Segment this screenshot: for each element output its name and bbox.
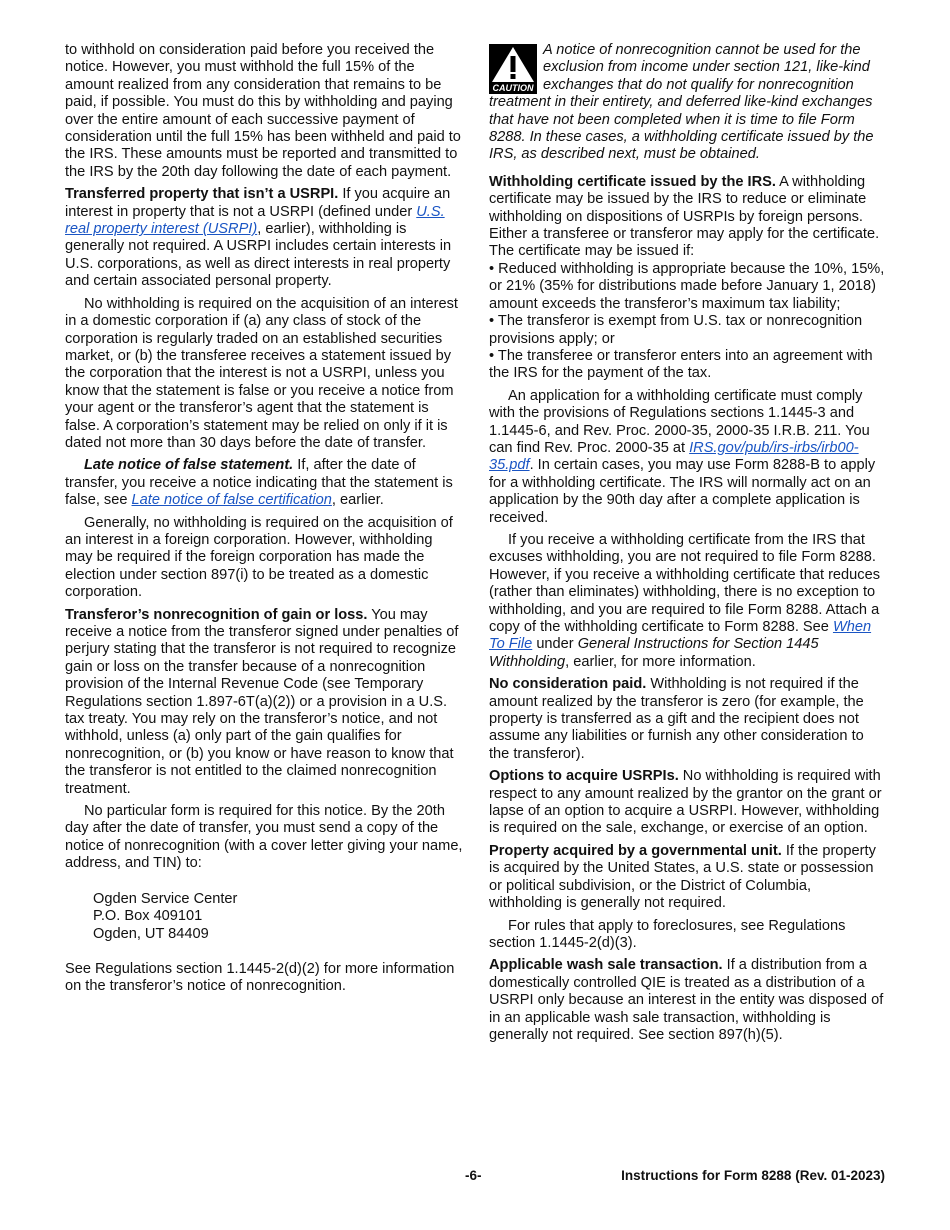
text: See Regulations section 1.1445-2(d)(2) for more information on the transferor’s notice of nonrecognition.: [65, 960, 455, 995]
caution-icon: [489, 44, 537, 94]
paragraph: [65, 961, 463, 996]
text: A withholding certificate may be issued by the IRS to reduce or eliminate withholding on dispositions of USRPIs by foreign persons. Either a transferee or transferor may apply for the certificate. The certificate may be issued if:: [489, 173, 880, 260]
paragraph: [489, 918, 887, 953]
paragraph-heading: Transferred property that isn’t a USRPI.: [65, 186, 339, 203]
text: If, after the date of transfer, you receive a notice indicating that the statement is false, see: [65, 457, 453, 509]
paragraph: [65, 515, 463, 602]
paragraph: [489, 174, 887, 261]
text: If a distribution from a domestically controlled QIE is treated as a distribution of a USRPI only because an interest in the entity was disposed of in an applicable wash sale transaction, withholding is generally not required. See section 897(h)(5).: [489, 957, 884, 1043]
text: An application for a withholding certificate must comply with the provisions of Regulations sections 1.1445-3 and 1.1445-6, and Rev. Proc. 2000-35, 2000-35 I.R.B. 211. You can find Rev. Proc. 2000-35 at: [489, 387, 870, 456]
paragraph-heading: Withholding certificate issued by the IRS.: [489, 173, 776, 190]
address-line: Ogden Service Center: [93, 890, 238, 907]
paragraph: [489, 388, 887, 527]
page-number: -6-: [465, 1168, 482, 1183]
text: For rules that apply to foreclosures, see Regulations section 1.1445-2(d)(3).: [489, 917, 846, 951]
paragraph-heading: Options to acquire USRPIs.: [489, 768, 679, 785]
cross-reference-link[interactable]: U.S. real property interest (USRPI): [65, 203, 445, 238]
text: No particular form is required for this notice. By the 20th day after the date of transfer, you must send a copy of the notice of nonrecognition (with a cover letter giving your name, address, and TIN) to:: [65, 803, 463, 872]
text: If you receive a withholding certificate from the IRS that excuses withholding, you are not required to file Form 8288. However, if you receive a withholding certificate that reduces (rather than eliminates) withholding, there is no exception to withholding, and you are required to file Form 8288. Attach a copy of the withholding certificate to Form 8288. See: [489, 531, 880, 635]
paragraph: [65, 457, 463, 509]
cross-reference-link[interactable]: When To File: [489, 619, 872, 653]
paragraph: [489, 532, 887, 671]
paragraph: [65, 42, 463, 181]
text: , earlier.: [331, 492, 384, 509]
text: Withholding is not required if the amount realized by the transferor is zero (for example, the property is transferred as a gift and the recipient does not assume any liabilities or furnish any other consideration to the transferor).: [489, 676, 864, 762]
paragraph: [65, 186, 463, 290]
svg-text:CAUTION: CAUTION: [492, 83, 534, 93]
text: , earlier, for more information.: [565, 653, 756, 670]
paragraph: [65, 803, 463, 873]
text: No withholding is required with respect to any amount realized by the grantor on the grant or lapse of an option to acquire a USRPI. However, withholding is required on the sale, exchange, or exercise of an option.: [489, 768, 882, 837]
text: • The transferor is exempt from U.S. tax or nonrecognition provisions apply; or: [489, 313, 863, 347]
paragraph-heading: Property acquired by a governmental unit.: [489, 842, 782, 859]
text: to withhold on consideration paid before you received the notice. However, you must withhold the full 15% of the amount realized from any consideration that remains to be paid, if possible. You must do this by withholding and paying over the entire amount of each successive payment of consideration until the full 15% has been withheld and paid to the IRS. These amounts must be reported and transmitted to the IRS by the 20th day following the date of each payment.: [65, 42, 461, 180]
text: You may receive a notice from the transferor signed under penalties of perjury stating that the transferor is not required to recognize gain or loss on the transfer because of a nonrecognition provision of the Internal Revenue Code (see Temporary Regulations section 1.897-6T(a)(2)) or a provision in a U.S. tax treaty. You may rely on the transferor’s notice, and not withhold, unless (a) only part of the gain qualifies for nonrecognition, or (b) you know or have reason to know that the transferor is not entitled to the claimed nonrecognition treatment.: [65, 606, 459, 797]
italic-text: General Instructions for Section 1445 Withholding: [489, 636, 819, 670]
text: under: [532, 636, 578, 653]
address-line: P.O. Box 409101: [93, 908, 203, 925]
paragraph-heading: Applicable wash sale transaction.: [489, 957, 723, 974]
paragraph: [489, 843, 887, 913]
mailing-address: [93, 891, 463, 943]
caution-text: A notice of nonrecognition cannot be used for the exclusion from income under section 121, like-kind exchanges that do not qualify for nonrecognition treatment in their entirety, and deferred like-kind exchanges that have not been completed when it is time to file Form 8288. In these cases, a withholding certificate issued by the IRS, as described next, must be obtained.: [489, 42, 874, 163]
paragraph: [489, 313, 887, 348]
text: • The transferee or transferor enters into an agreement with the IRS for the payment of the tax.: [489, 347, 873, 382]
text: . In certain cases, you may use Form 8288-B to apply for a withholding certificate. The IRS will normally act on an application by the 90th day after a complete application is received.: [489, 457, 876, 526]
cross-reference-link[interactable]: Late notice of false certification: [131, 492, 332, 509]
subheading: Late notice of false statement.: [84, 457, 294, 474]
paragraph: [489, 348, 887, 383]
paragraph: [65, 296, 463, 453]
cross-reference-link[interactable]: IRS.gov/pub/irs-irbs/irb00-35.pdf: [489, 439, 859, 474]
paragraph-heading: No consideration paid.: [489, 676, 647, 693]
text: No withholding is required on the acquisition of an interest in a domestic corporation if (a) any class of stock of the corporation is regularly traded on an established securities market, or (b) the transferee receives a statement issued by the corporation that the interest is not a USRPI, unless you know that the statement is false or you receive a notice from your agent or the transferor’s agent that the statement is false. A corporation’s statement may be relied on only if it is dated not more than 30 days before the date of transfer.: [65, 295, 458, 451]
right-column: [489, 42, 887, 1049]
footer-title: Instructions for Form 8288 (Rev. 01-2023): [621, 1168, 885, 1183]
paragraph-heading: Transferor’s nonrecognition of gain or loss.: [65, 606, 368, 623]
text: Generally, no withholding is required on the acquisition of an interest in a foreign corporation. However, withholding may be required if the foreign corporation has made the election under section 897(i) to be treated as a domestic corporation.: [65, 514, 453, 601]
text: If the property is acquired by the United States, a U.S. state or possession or political subdivision, or the District of Columbia, withholding is generally not required.: [489, 842, 876, 912]
text: • Reduced withholding is appropriate because the 10%, 15%, or 21% (35% for distributions made before January 1, 2018) amount exceeds the transferor’s maximum tax liability;: [489, 260, 885, 312]
paragraph: [65, 607, 463, 798]
text: , earlier), withholding is generally not required. A USRPI includes certain interests in U.S. corporations, as well as direct interests in real property and certain associated personal property.: [65, 221, 452, 290]
text: If you acquire an interest in property that is not a USRPI (defined under: [65, 186, 451, 220]
paragraph: [489, 957, 887, 1044]
caution-note: [489, 42, 887, 164]
paragraph: [489, 676, 887, 763]
left-column: [65, 42, 463, 1001]
paragraph: [489, 768, 887, 838]
paragraph: [489, 261, 887, 313]
address-line: Ogden, UT 84409: [93, 925, 209, 942]
